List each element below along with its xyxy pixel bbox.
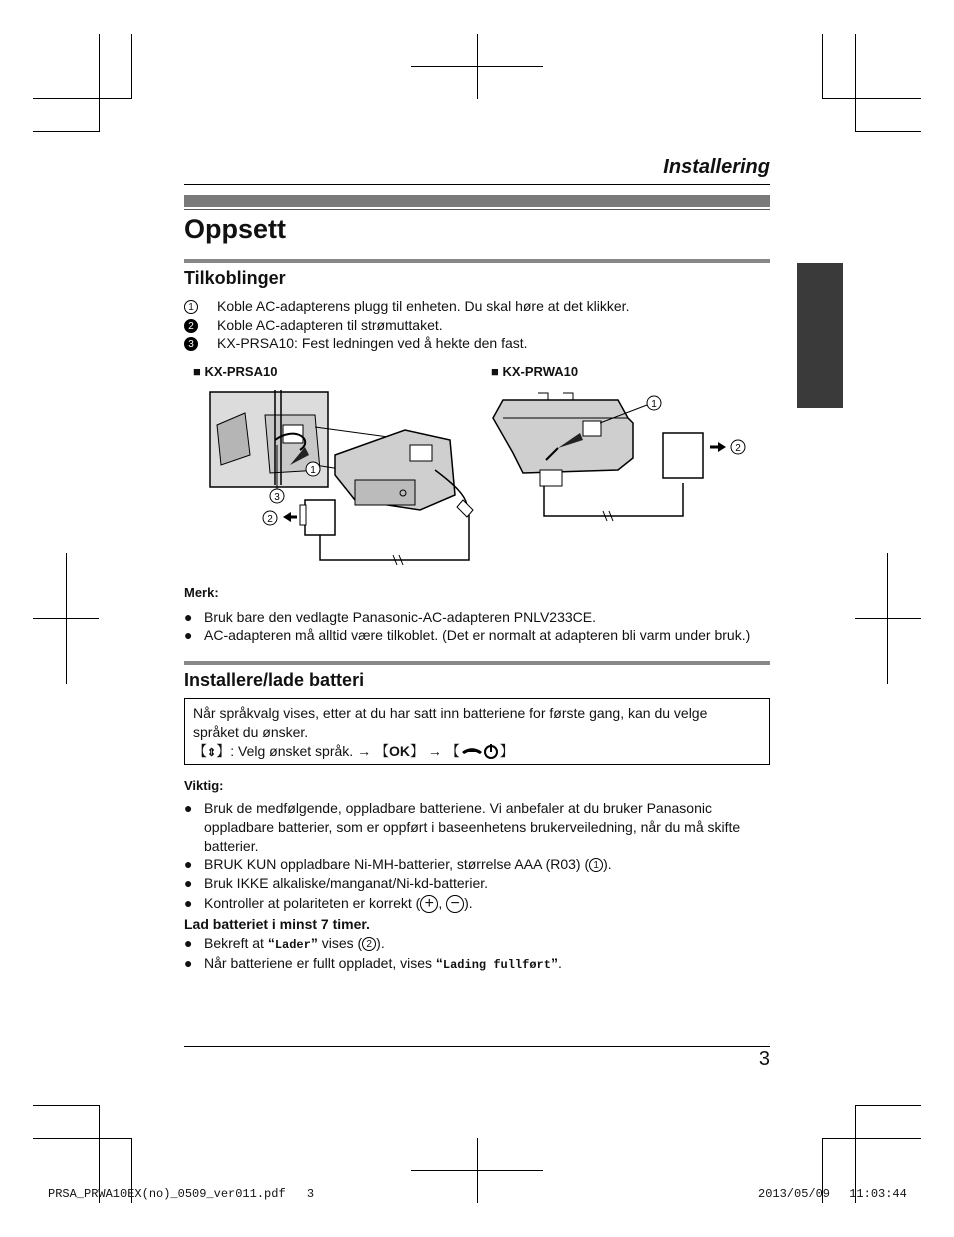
print-footer-date: 2013/05/09 11:03:44	[758, 1187, 907, 1201]
box-instruction: 【⇕】: Velg ønsket språk. → 【OK】 → 【 】	[193, 743, 514, 759]
bullet-icon: ●	[184, 609, 193, 625]
section-rule	[184, 259, 770, 263]
display-text-lader: Lader	[274, 938, 311, 952]
page-number: 3	[758, 1048, 770, 1070]
language-info-box	[184, 698, 770, 765]
viktig-item: ● BRUK KUN oppladbare Ni-MH-batterier, størrelse AAA (R03) ( 1 ).	[184, 856, 612, 872]
callout-two: 2	[267, 514, 273, 525]
bullet-icon: ●	[184, 856, 193, 872]
bullet-icon: ●	[184, 935, 193, 951]
lad-label: Lad batteriet i minst 7 timer.	[184, 916, 370, 932]
model-name: KX-PRSA10	[204, 364, 278, 379]
lad-item: ● Når batteriene er fullt oppladet, vises “Lading fullført”.	[184, 955, 562, 972]
side-tab	[797, 263, 843, 408]
step-number: 1	[184, 300, 198, 314]
model-label-right	[491, 364, 578, 379]
tilkoblinger-heading: Tilkoblinger	[184, 268, 286, 288]
illustration-prwa10	[488, 388, 753, 523]
callout-three: 3	[274, 492, 280, 503]
bullet-icon: ●	[184, 955, 193, 971]
model-label-left	[193, 364, 277, 379]
illustration-prsa10	[205, 385, 480, 570]
step-number: 3	[184, 337, 198, 351]
header-rule	[184, 184, 770, 185]
circled-number: 2	[362, 937, 376, 951]
square-marker-icon: ■	[193, 364, 201, 379]
step-text: KX-PRSA10: Fest ledningen ved å hekte den fast.	[217, 335, 528, 351]
merk-item: ● Bruk bare den vedlagte Panasonic-AC-adapteren PNLV233CE.	[184, 609, 596, 625]
page-title: Oppsett	[184, 214, 287, 244]
box-text: Når språkvalg vises, etter at du har satt inn batteriene for første gang, kan du velge språket du ønsker.	[193, 705, 708, 740]
plus-icon: +	[420, 895, 438, 913]
step-number: 2	[184, 319, 198, 333]
lad-item: ● Bekreft at “Lader” vises ( 2 ).	[184, 935, 385, 952]
minus-icon: −	[446, 895, 464, 913]
step-text: Koble AC-adapteren til strømuttaket.	[217, 317, 443, 333]
viktig-item: ● Bruk IKKE alkaliske/manganat/Ni-kd-batterier.	[184, 875, 489, 891]
print-footer-file: PRSA_PRWA10EX(no)_0509_ver011.pdf 3	[48, 1187, 315, 1201]
key-ok: OK	[388, 743, 410, 759]
circled-number: 1	[589, 858, 603, 872]
footer-rule	[184, 1046, 770, 1047]
bullet-icon: ●	[184, 800, 193, 816]
section-rule	[184, 661, 770, 665]
bullet-icon: ●	[184, 875, 193, 891]
title-bar	[184, 195, 770, 207]
off-hook-power-icon	[460, 743, 500, 759]
merk-label: Merk:	[184, 585, 219, 600]
viktig-item: ● Kontroller at polariteten er korrekt ( + , − ).	[184, 895, 473, 913]
viktig-item: ● Bruk de medfølgende, oppladbare batteriene. Vi anbefaler at du bruker Panasonic oppladbare batterier, som er oppført i baseenhetens brukerveiledning, når du må skifte batterier.	[184, 800, 741, 854]
square-marker-icon: ■	[491, 364, 499, 379]
step-text: Koble AC-adapterens plugg til enheten. Du skal høre at det klikker.	[217, 298, 630, 314]
title-bar-rule	[184, 209, 770, 210]
callout-one: 1	[310, 465, 316, 476]
model-name: KX-PRWA10	[502, 364, 579, 379]
viktig-label: Viktig:	[184, 778, 224, 793]
callout-one: 1	[651, 399, 657, 410]
section-header: Installering	[663, 156, 770, 178]
callout-two: 2	[735, 443, 741, 454]
batteri-heading: Installere/lade batteri	[184, 670, 365, 690]
bullet-icon: ●	[184, 895, 193, 911]
updown-icon: ⇕	[207, 747, 217, 759]
display-text-lading-fullfort: Lading fullført	[442, 958, 551, 972]
merk-item: ● AC-adapteren må alltid være tilkoblet. (Det er normalt at adapteren bli varm under bruk.)	[184, 627, 751, 643]
bullet-icon: ●	[184, 627, 193, 643]
